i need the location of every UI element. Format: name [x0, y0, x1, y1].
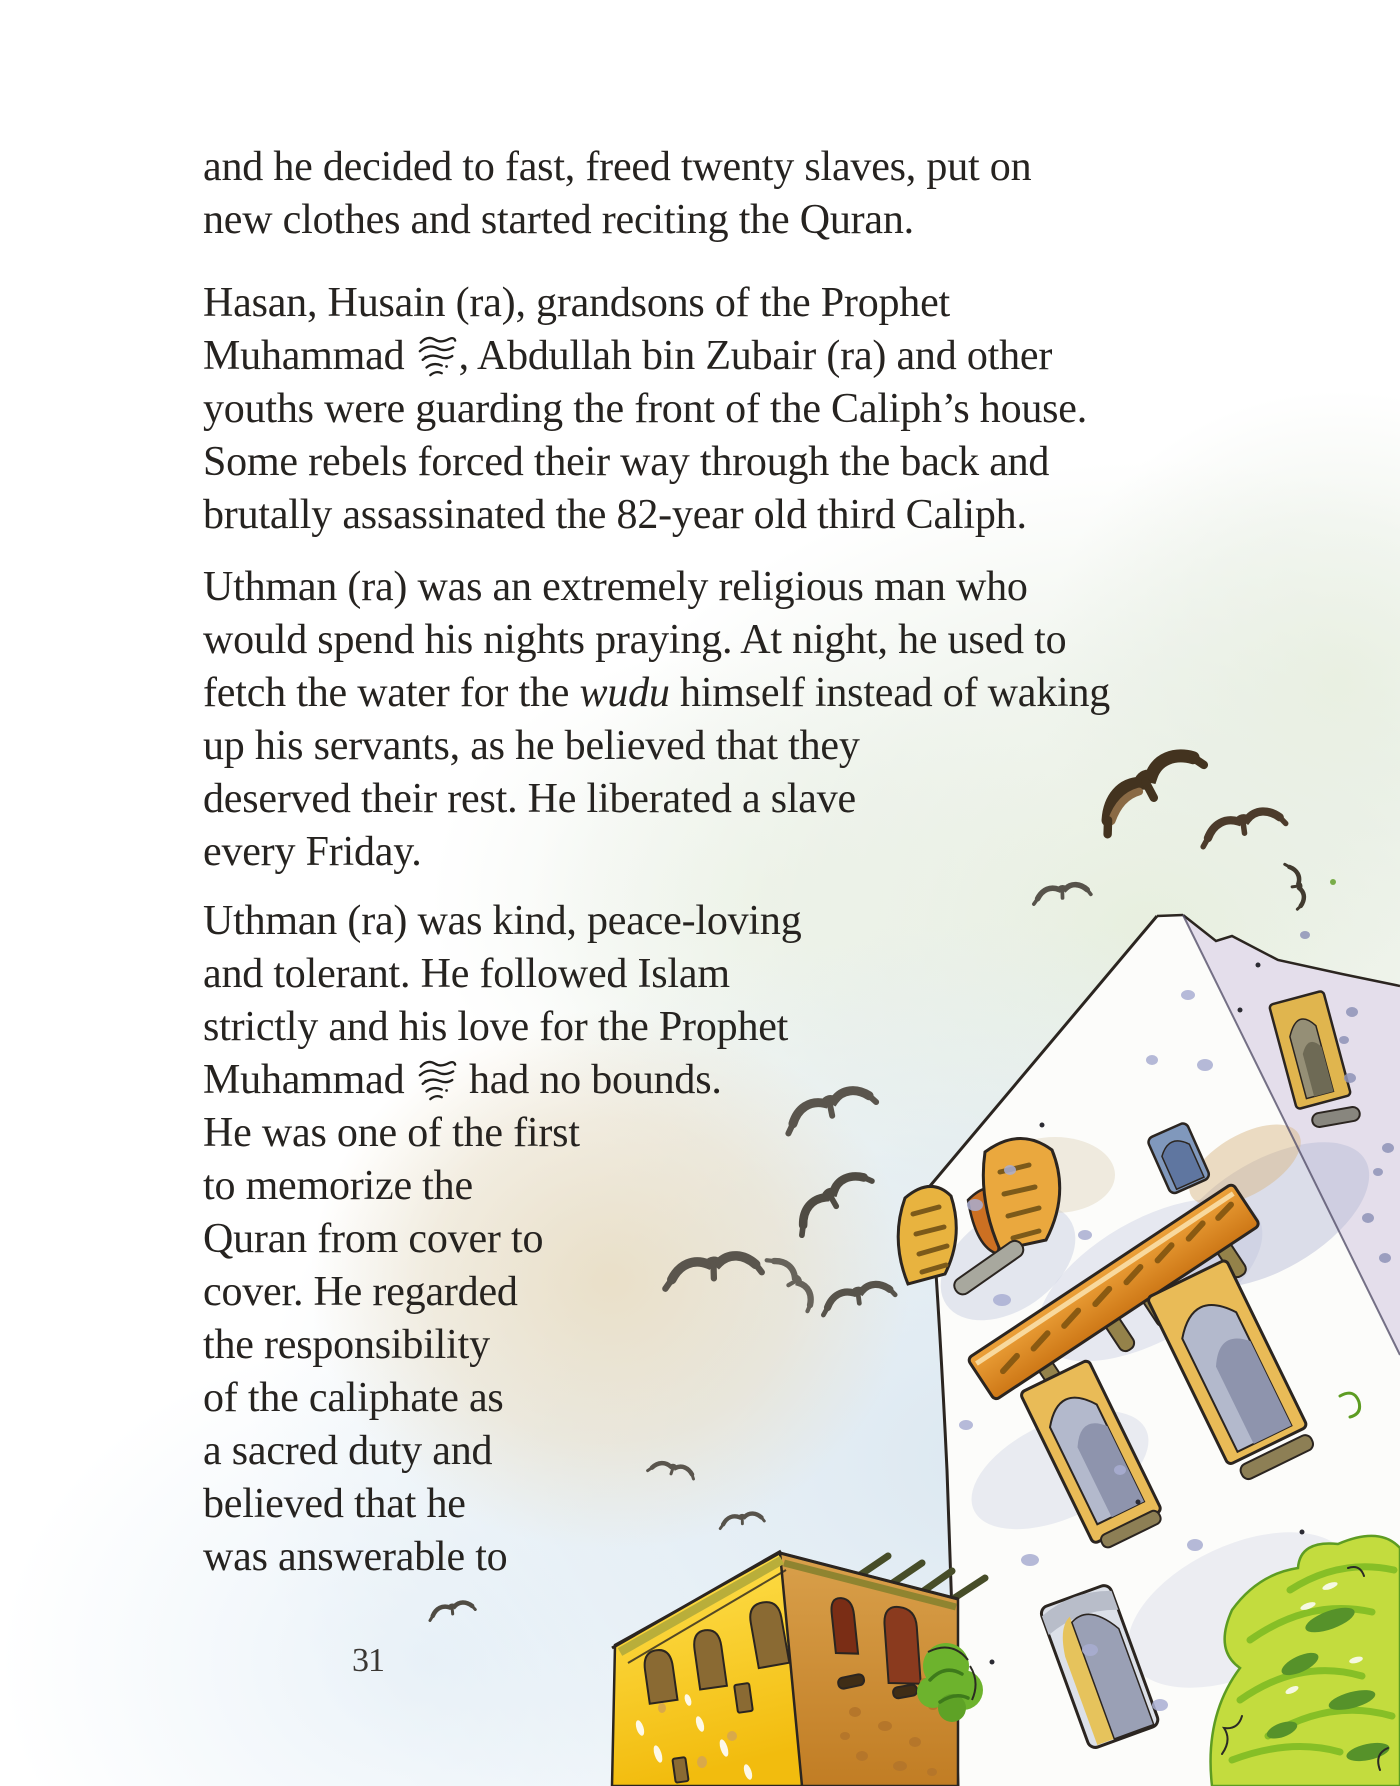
text-line: Uthman (ra) was an extremely religious man who: [203, 564, 1028, 610]
text-line: Uthman (ra) was kind, peace-loving: [203, 898, 802, 944]
text-line: and he decided to fast, freed twenty slaves, put on: [203, 144, 1032, 190]
text-line: would spend his nights praying. At night, he used to: [203, 617, 1067, 663]
text-line: Some rebels forced their way through the back and: [203, 439, 1050, 485]
text-line: He was one of the first: [203, 1110, 580, 1156]
text-line: Quran from cover to: [203, 1216, 544, 1262]
text-line: new clothes and started reciting the Quran.: [203, 197, 914, 243]
pbuh-calligraphy-icon: [415, 331, 459, 381]
text-line: youths were guarding the front of the Caliph’s house.: [203, 386, 1088, 432]
text-line: Hasan, Husain (ra), grandsons of the Prophet: [203, 280, 951, 326]
italic-term: wudu: [579, 670, 670, 716]
text-line: Muhammad had no bounds.: [203, 1057, 722, 1103]
text-line: of the caliphate as: [203, 1375, 504, 1421]
paragraph-2: [203, 277, 1087, 542]
text-line: was answerable to: [203, 1534, 508, 1580]
paragraph-4: [203, 895, 802, 1584]
text-line: fetch the water for the wudu himself instead of waking: [203, 670, 1111, 716]
text-line: strictly and his love for the Prophet: [203, 1004, 789, 1050]
text-line: a sacred duty and: [203, 1428, 493, 1474]
pbuh-calligraphy-icon: [415, 1055, 459, 1105]
text-line: deserved their rest. He liberated a slave: [203, 776, 856, 822]
text-line: the responsibility: [203, 1322, 490, 1368]
text-line: up his servants, as he believed that they: [203, 723, 860, 769]
text-line: brutally assassinated the 82-year old third Caliph.: [203, 492, 1027, 538]
text-line: every Friday.: [203, 829, 422, 875]
text-line: cover. He regarded: [203, 1269, 518, 1315]
text-line: believed that he: [203, 1481, 466, 1527]
page-number: 31: [352, 1642, 384, 1679]
text-line: Muhammad , Abdullah bin Zubair (ra) and other: [203, 333, 1053, 379]
text-line: and tolerant. He followed Islam: [203, 951, 730, 997]
text-line: to memorize the: [203, 1163, 473, 1209]
paragraph-3: [203, 561, 1110, 879]
paragraph-1: [203, 141, 1031, 247]
